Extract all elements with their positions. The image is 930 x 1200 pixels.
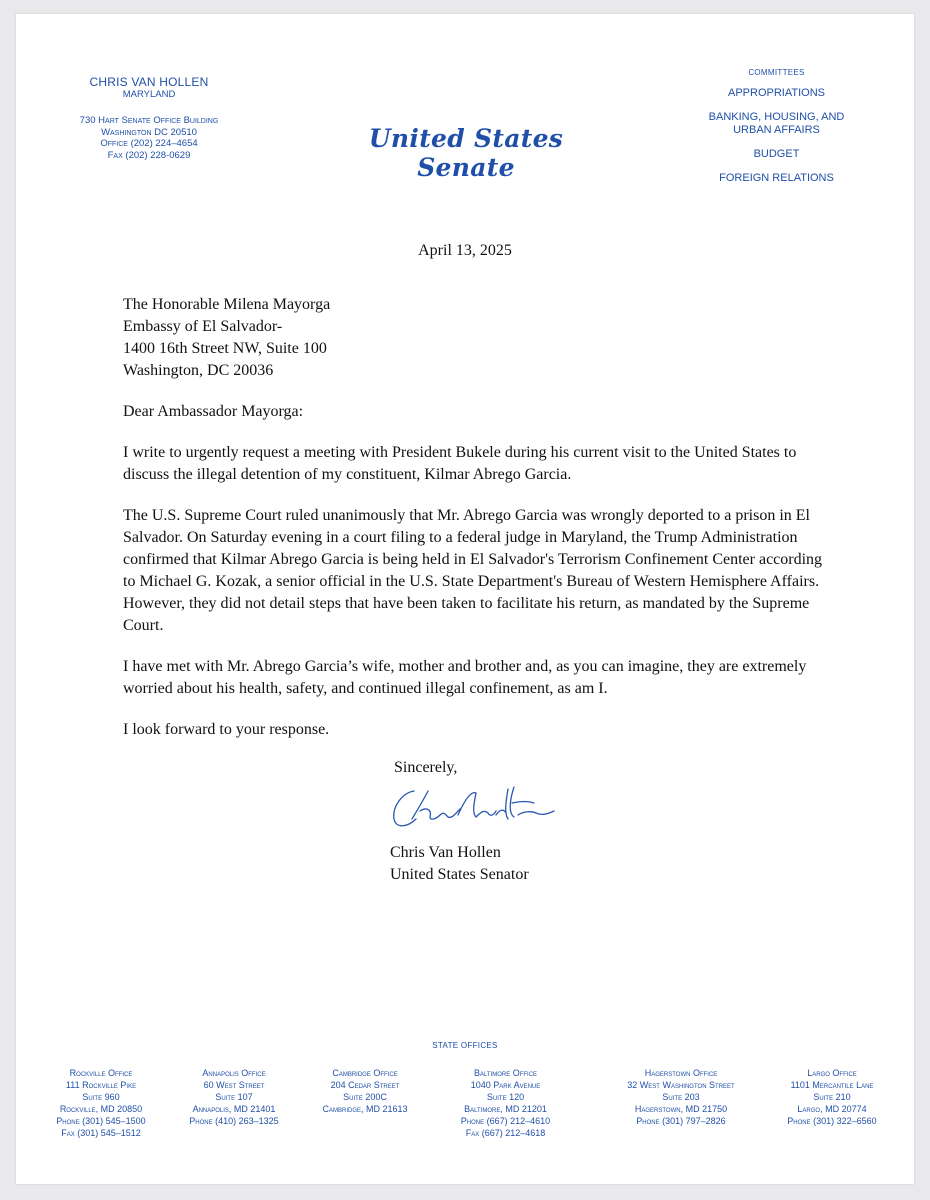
recipient-address xyxy=(123,294,823,382)
office-line: Phone (301) 322–6560 xyxy=(787,1116,877,1126)
office-line: Baltimore Office xyxy=(473,1068,538,1078)
office-line: Rockville, MD 20850 xyxy=(59,1104,143,1114)
letter-body xyxy=(123,294,823,760)
sender-address-line: Washington DC 20510 xyxy=(101,126,197,138)
office-line: Phone (301) 545–1500 xyxy=(56,1116,146,1126)
office-baltimore xyxy=(448,1067,563,1139)
office-largo xyxy=(768,1067,896,1127)
letterhead-title: United States Senate xyxy=(368,124,564,182)
sender-address-line: Office (202) 224–4654 xyxy=(100,138,198,150)
office-line: Phone (667) 212–4610 xyxy=(460,1116,551,1126)
office-line: Suite 200C xyxy=(343,1092,387,1102)
committees-header: COMMITTEES xyxy=(748,68,805,77)
office-line: 60 West Street xyxy=(203,1080,265,1090)
state-offices-header: STATE OFFICES xyxy=(432,1041,498,1050)
office-line: 111 Rockville Pike xyxy=(65,1080,137,1090)
sender-address-line: Fax (202) 228-0629 xyxy=(107,150,191,162)
committee-item: BANKING, HOUSING, AND URBAN AFFAIRS xyxy=(708,110,845,136)
office-line: Cambridge Office xyxy=(332,1068,398,1078)
office-line: Hagerstown, MD 21750 xyxy=(634,1104,728,1114)
signer-title: United States Senator xyxy=(390,866,529,883)
office-line: Fax (667) 212–4618 xyxy=(465,1128,546,1138)
recipient-line: The Honorable Milena Mayorga xyxy=(123,296,331,313)
sender-name: CHRIS VAN HOLLEN xyxy=(89,75,209,89)
office-line: Phone (410) 263–1325 xyxy=(189,1116,279,1126)
signoff-block xyxy=(390,842,529,886)
sender-address xyxy=(74,115,224,163)
recipient-line: Washington, DC 20036 xyxy=(123,362,274,379)
office-line: Suite 203 xyxy=(662,1092,700,1102)
office-line: 204 Cedar Street xyxy=(330,1080,400,1090)
office-line: Fax (301) 545–1512 xyxy=(61,1128,141,1138)
committees-block xyxy=(684,68,869,197)
committee-item: FOREIGN RELATIONS xyxy=(719,172,834,185)
office-line: Suite 960 xyxy=(82,1092,120,1102)
office-line: Cambridge, MD 21613 xyxy=(322,1104,408,1114)
letter-page xyxy=(16,14,914,1184)
committee-item: APPROPRIATIONS xyxy=(728,86,825,99)
body-paragraph: I have met with Mr. Abrego Garcia’s wife, mother and brother and, as you can imagine, they are extremely worried about his health, safety, and continued illegal confinement, as am I. xyxy=(123,658,807,697)
office-line: Largo Office xyxy=(807,1068,857,1078)
office-line: 1040 Park Avenue xyxy=(470,1080,541,1090)
handwritten-signature xyxy=(384,779,559,839)
letter-date: April 13, 2025 xyxy=(418,242,512,259)
office-rockville xyxy=(46,1067,156,1139)
office-line: Annapolis, MD 21401 xyxy=(192,1104,276,1114)
office-line: Suite 107 xyxy=(215,1092,253,1102)
office-line: Hagerstown Office xyxy=(644,1068,718,1078)
office-line: Annapolis Office xyxy=(202,1068,266,1078)
office-line: Suite 120 xyxy=(486,1092,525,1102)
office-line: Phone (301) 797–2826 xyxy=(636,1116,726,1126)
signer-name: Chris Van Hollen xyxy=(390,844,501,861)
sender-state: MARYLAND xyxy=(122,88,176,100)
salutation: Dear Ambassador Mayorga: xyxy=(123,403,304,420)
office-line: Suite 210 xyxy=(813,1092,851,1102)
office-line: Rockville Office xyxy=(69,1068,133,1078)
body-paragraph: I look forward to your response. xyxy=(123,721,330,738)
office-annapolis xyxy=(179,1067,289,1127)
office-line: Largo, MD 20774 xyxy=(797,1104,867,1114)
sender-block xyxy=(74,76,224,162)
office-line: 32 West Washington Street xyxy=(627,1080,735,1090)
recipient-line: Embassy of El Salvador- xyxy=(123,318,283,335)
recipient-line: 1400 16th Street NW, Suite 100 xyxy=(123,340,327,357)
body-paragraph: I write to urgently request a meeting with President Bukele during his current visit to the United States to discuss the illegal detention of my constituent, Kilmar Abrego Garcia. xyxy=(123,444,797,483)
closing: Sincerely, xyxy=(394,759,458,776)
body-paragraph: The U.S. Supreme Court ruled unanimously that Mr. Abrego Garcia was wrongly deported to a prison in El Salvador. On Saturday evening in a court filing to a federal judge in Maryland, the Trump Administration confirmed that Kilmar Abrego Garcia is being held in El Salvador's Terrorism Confinement Center according to Michael G. Kozak, a senior official in the U.S. State Department's Bureau of Western Hemisphere Affairs. However, they did not detail steps that have been taken to facilitate his return, as mandated by the Supreme Court. xyxy=(123,507,823,634)
office-line: Baltimore, MD 21201 xyxy=(464,1104,547,1114)
committee-item: BUDGET xyxy=(753,148,800,161)
office-hagerstown xyxy=(606,1067,756,1127)
office-line: 1101 Mercantile Lane xyxy=(790,1080,874,1090)
office-cambridge xyxy=(310,1067,420,1115)
sender-address-line: 730 Hart Senate Office Building xyxy=(79,114,219,126)
